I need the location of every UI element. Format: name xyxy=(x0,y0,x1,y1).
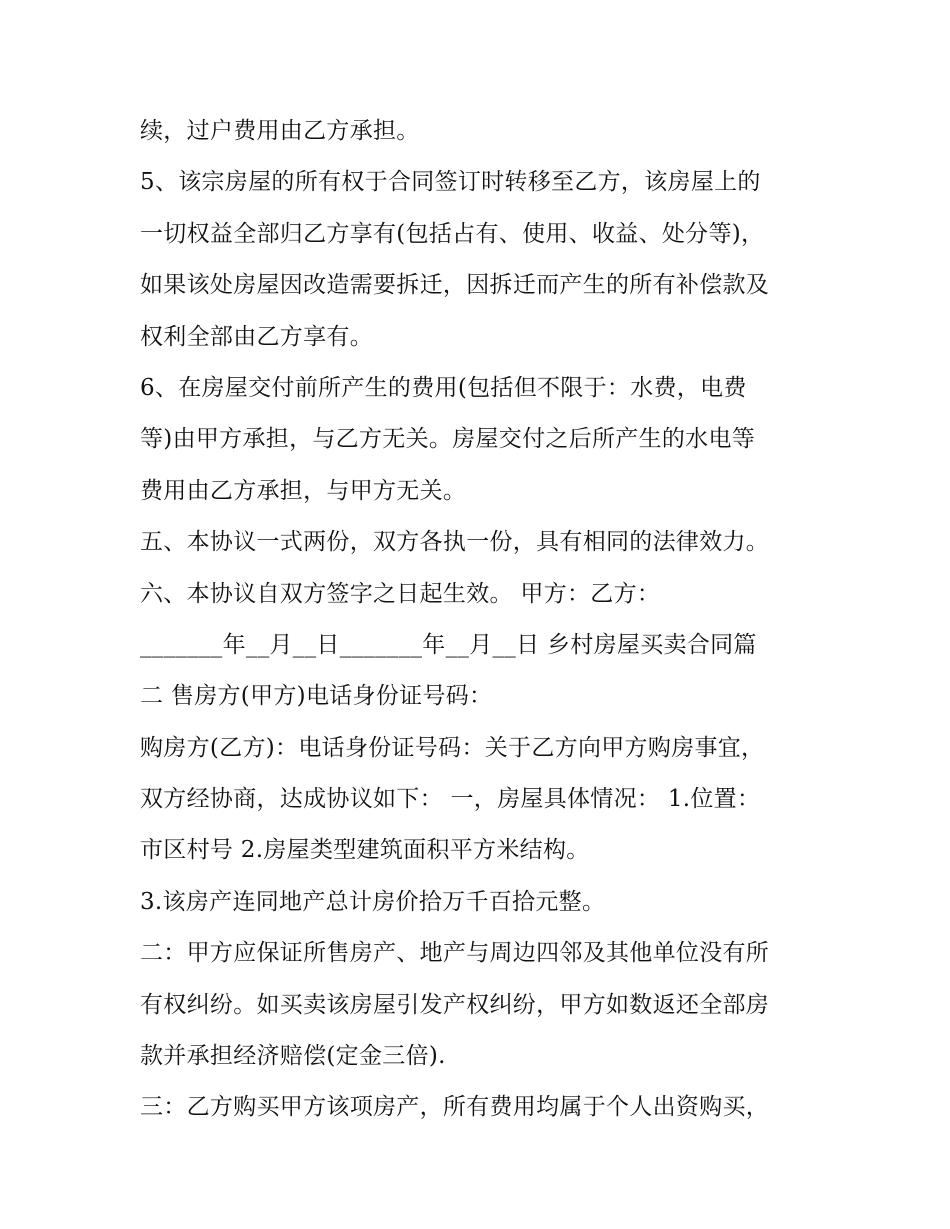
text-line-18: 有权纠纷。如买卖该房屋引发产权纠纷，甲方如数返还全部房 xyxy=(140,991,770,1018)
text-line-6: 6、在房屋交付前所产生的费用(包括但不限于：水费，电费 xyxy=(140,374,747,401)
text-line-5: 权利全部由乙方享有。 xyxy=(140,323,373,350)
text-line-7: 等)由甲方承担，与乙方无关。房屋交付之后所产生的水电等 xyxy=(140,426,756,453)
text-line-3: 一切权益全部归乙方享有(包括占有、使用、收益、处分等)， xyxy=(140,220,765,247)
text-line-16: 3.该房产连同地产总计房价拾万千百拾元整。 xyxy=(140,888,606,915)
text-line-19: 款并承担经济赔偿(定金三倍). xyxy=(140,1043,446,1070)
text-line-4: 如果该处房屋因改造需要拆迁，因拆迁而产生的所有补偿款及 xyxy=(140,272,770,299)
text-line-20: 三：乙方购买甲方该项房产，所有费用均属于个人出资购买， xyxy=(140,1094,770,1121)
text-line-11: _______年__月__日_______年__月__日 乡村房屋买卖合同篇 xyxy=(140,631,757,658)
text-line-10: 六、本协议自双方签字之日起生效。 甲方：乙方： xyxy=(140,580,661,607)
text-line-9: 五、本协议一式两份，双方各执一份，具有相同的法律效力。 xyxy=(140,529,770,556)
text-line-8: 费用由乙方承担，与甲方无关。 xyxy=(140,477,467,504)
text-line-13: 购房方(乙方)：电话身份证号码：关于乙方向甲方购房事宜， xyxy=(140,734,765,761)
text-line-17: 二：甲方应保证所售房产、地产与周边四邻及其他单位没有所 xyxy=(140,940,770,967)
text-line-2: 5、该宗房屋的所有权于合同签订时转移至乙方，该房屋上的 xyxy=(140,169,761,196)
text-line-14: 双方经协商，达成协议如下： 一，房屋具体情况： 1.位置： xyxy=(140,786,761,813)
text-line-15: 市区村号 2.房屋类型建筑面积平方米结构。 xyxy=(140,837,590,864)
text-line-12: 二 售房方(甲方)电话身份证号码： xyxy=(140,683,493,710)
contract-text xyxy=(140,106,830,1134)
text-line-1: 续，过户费用由乙方承担。 xyxy=(140,118,420,144)
